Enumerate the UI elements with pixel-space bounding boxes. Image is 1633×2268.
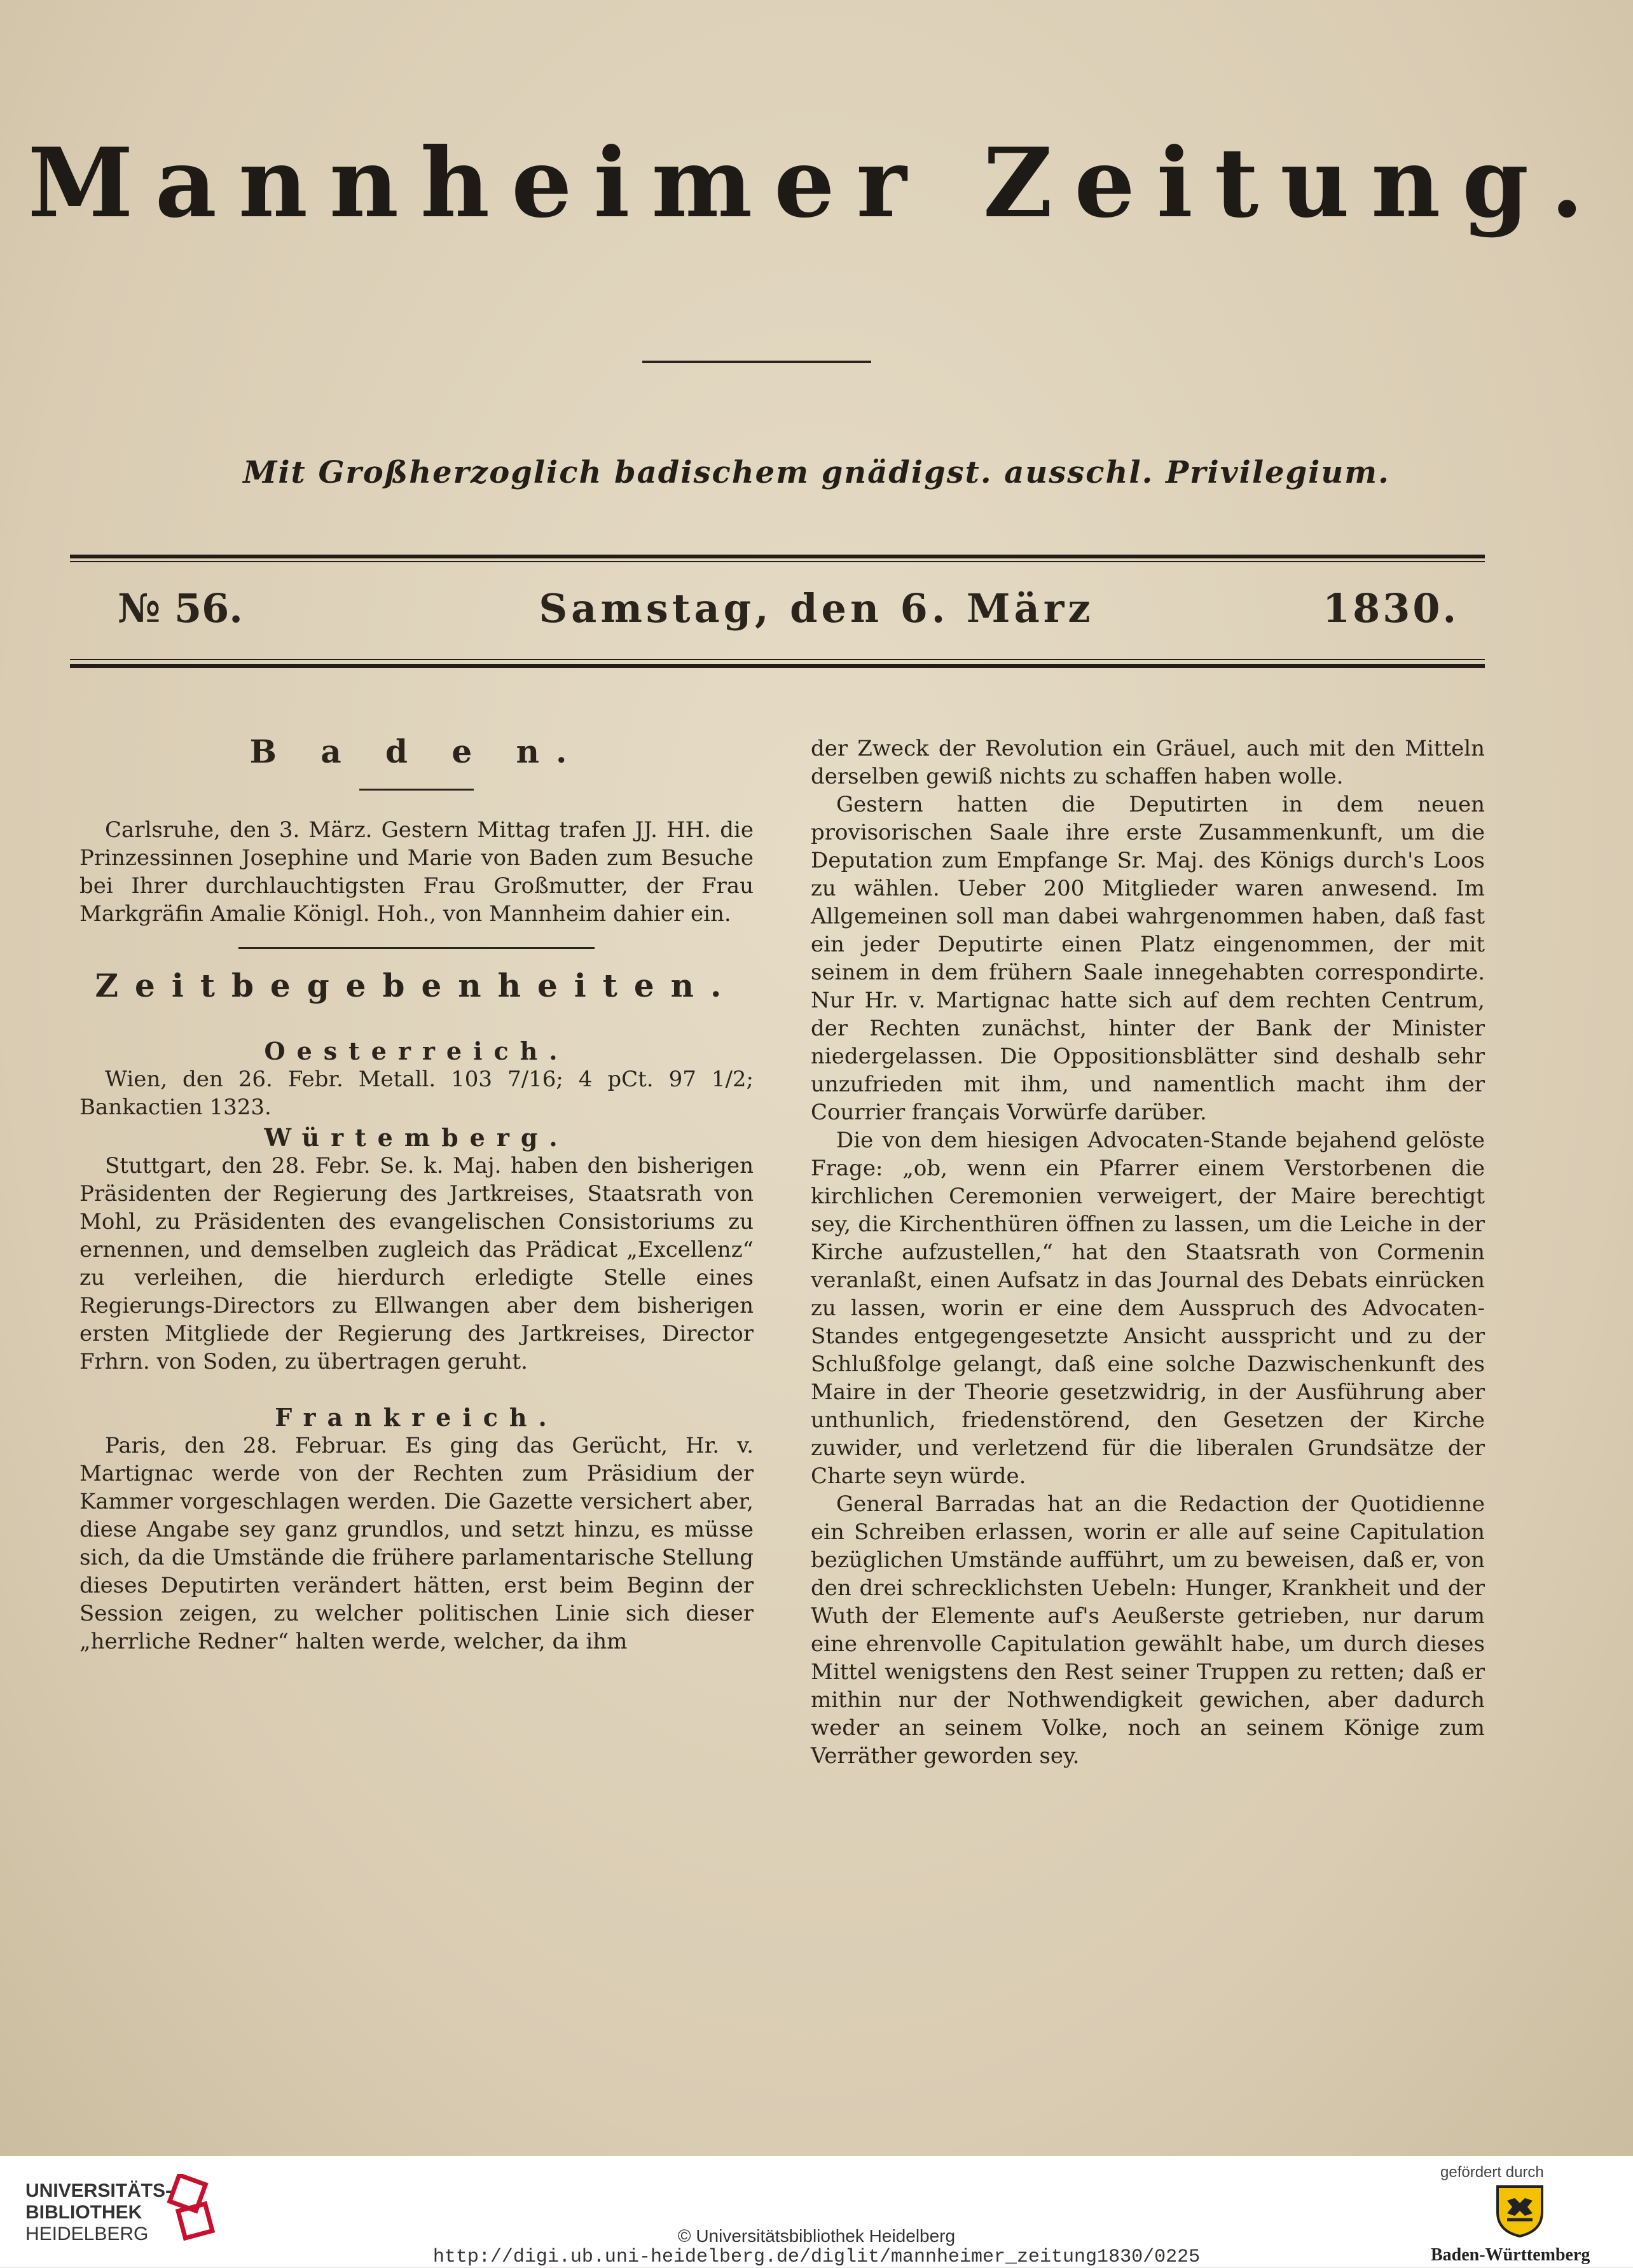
subheading-oesterreich: Oesterreich. bbox=[264, 1037, 569, 1065]
header-rule-bottom-thin bbox=[70, 659, 1485, 660]
issue-number: № 56. bbox=[118, 585, 243, 632]
privilege-line: Mit Großherzoglich badischem gnädigst. ausschl. Privilegium. bbox=[243, 455, 1390, 490]
issue-year: 1830. bbox=[1323, 585, 1459, 632]
article-baden: Carlsruhe, den 3. März. Gestern Mittag trafen JJ. HH. die Prinzessinnen Josephine und Marie von Baden zum Besuche bei Ihrer durchlauchtigsten Frau Großmutter, der Frau Markgräfin Amalie Königl. Hoh., von Mannheim dahier ein. bbox=[79, 817, 754, 927]
masthead-rule bbox=[642, 361, 871, 363]
article-oesterreich: Wien, den 26. Febr. Metall. 103 7/16; 4 pCt. 97 1/2; Bankactien 1323. bbox=[79, 1067, 754, 1120]
source-url-link[interactable]: http://digi.ub.uni-heidelberg.de/diglit/mannheimer_zeitung1830/0225 bbox=[432, 2246, 1201, 2268]
article-frankreich: Paris, den 28. Februar. Es ging das Gerücht, Hr. v. Martignac werde von der Rechten zum Präsidium der Kammer vorgeschlagen werden. Die Gazette versichert aber, diese Angabe sey ganz grundlos, und setzt hinzu, es müsse sich, da die Umstände die frühere parlamentarische Stellung dieses Deputirten verändert hätten, erst beim Beginn der Session zeigen, zu welcher politischen Linie sich dieser „herrliche Redner“ halten werde, welcher, da ihm bbox=[79, 1433, 754, 1654]
issue-date: Samstag, den 6. März bbox=[539, 585, 1094, 632]
subheading-frankreich: Frankreich. bbox=[275, 1403, 558, 1432]
header-rule-top-thin bbox=[70, 561, 1485, 562]
uni-line-2: BIBLIOTHEK bbox=[25, 2202, 142, 2223]
header-rule-top bbox=[70, 555, 1485, 558]
section-divider bbox=[238, 947, 595, 949]
article-paragraph: Die von dem hiesigen Advocaten-Stande bejahend gelöste Frage: „ob, wenn ein Pfarrer einem Verstorbenen die kirchlichen Ceremonien verweigert, der Maire berechtigt sey, die Kirchenthüren öffnen zu lassen, um die Leiche in der Kirche aufzustellen,“ hat den Staatsrath von Cormenin veranlaßt, einen Aufsatz in das Journal des Debats einrücken zu lassen, worin er eine dem Ausspruch des Advocaten-Standes entgegengesetzte Ansicht ausspricht und zu der Schlußfolge gelangt, daß eine solche Dazwischenkunft des Maire in der Theorie gesetzwidrig, in der Ausführung aber unthunlich, friedenstörend, den Gesetzen der Kirche zuwider, und verletzend für die liberalen Grundsätze der Charte seyn würde. bbox=[811, 1128, 1485, 1489]
baden-wuerttemberg-emblem-icon bbox=[1488, 2182, 1552, 2239]
header-rule-bottom bbox=[70, 664, 1485, 668]
masthead-title: Mannheimer Zeitung. bbox=[27, 127, 1606, 239]
section-heading-zeitbegebenheiten: Zeitbegebenheiten. bbox=[95, 967, 738, 1004]
section-heading-baden: B a d e n. bbox=[249, 733, 584, 770]
copyright-text: © Universitätsbibliothek Heidelberg bbox=[677, 2226, 956, 2246]
uni-line-3: HEIDELBERG bbox=[25, 2223, 149, 2244]
article-wuertemberg: Stuttgart, den 28. Febr. Se. k. Maj. haben den bisherigen Präsidenten der Regierung des Jartkreises, Staatsrath von Mohl, zu Präsidenten des evangelischen Consistoriums zu ernennen, und demselben zugleich das Prädicat „Excellenz“ zu verleihen, die hierdurch erledigte Stelle eines Regierungs-Directors zu Ellwangen aber dem bisherigen ersten Mitgliede der Regierung des Jartkreises, Director Frhrn. von Soden, zu übertragen geruht. bbox=[79, 1153, 754, 1374]
article-paragraph: der Zweck der Revolution ein Gräuel, auch mit den Mitteln derselben gewiß nichts zu schaffen haben wolle. bbox=[811, 736, 1485, 789]
subheading-wuertemberg: Würtemberg. bbox=[264, 1123, 569, 1152]
article-paragraph: General Barradas hat an die Redaction der Quotidienne ein Schreiben erlassen, worin er alle auf seine Capitulation bezüglichen Umstände aufführt, um zu beweisen, daß er, von den drei schrecklichsten Uebeln: Hunger, Krankheit und der Wuth der Elemente auf's Aeußerste getrieben, nur darum eine ehrenvolle Capitulation gewählt habe, um durch dieses Mittel wenigstens den Rest seiner Truppen zu retten; daß er mithin nur der Nothwendigkeit gewichen, aber dadurch weder an seinem Volke, noch an seinem Könige zum Verräther geworden sey. bbox=[811, 1491, 1485, 1769]
section-divider bbox=[359, 789, 474, 791]
state-name-label: Baden-Württemberg bbox=[1431, 2245, 1590, 2265]
funded-by-label: gefördert durch bbox=[1440, 2164, 1544, 2181]
right-column bbox=[811, 735, 1485, 1770]
uni-line-1: UNIVERSITÄTS- bbox=[25, 2180, 172, 2201]
left-column bbox=[79, 731, 754, 1656]
article-paragraph: Gestern hatten die Deputirten in dem neuen provisorischen Saale ihre erste Zusammenkunft, um die Deputation zum Empfange Sr. Maj. des Königs durch's Loos zu wählen. Ueber 200 Mitglieder waren anwesend. Im Allgemeinen soll man dabei wahrgenommen haben, daß fast ein jeder Deputirte einen Platz eingenommen, der mit seinem in dem frühern Saale innegehabten correspondirte. Nur Hr. v. Martignac hatte sich auf dem rechten Centrum, der Rechten zunächst, hinter der Bank der Minister niedergelassen. Die Oppositionsblätter sind deshalb sehr unzufrieden mit ihm, und namentlich macht ihm der Courrier français Vorwürfe darüber. bbox=[811, 792, 1485, 1125]
